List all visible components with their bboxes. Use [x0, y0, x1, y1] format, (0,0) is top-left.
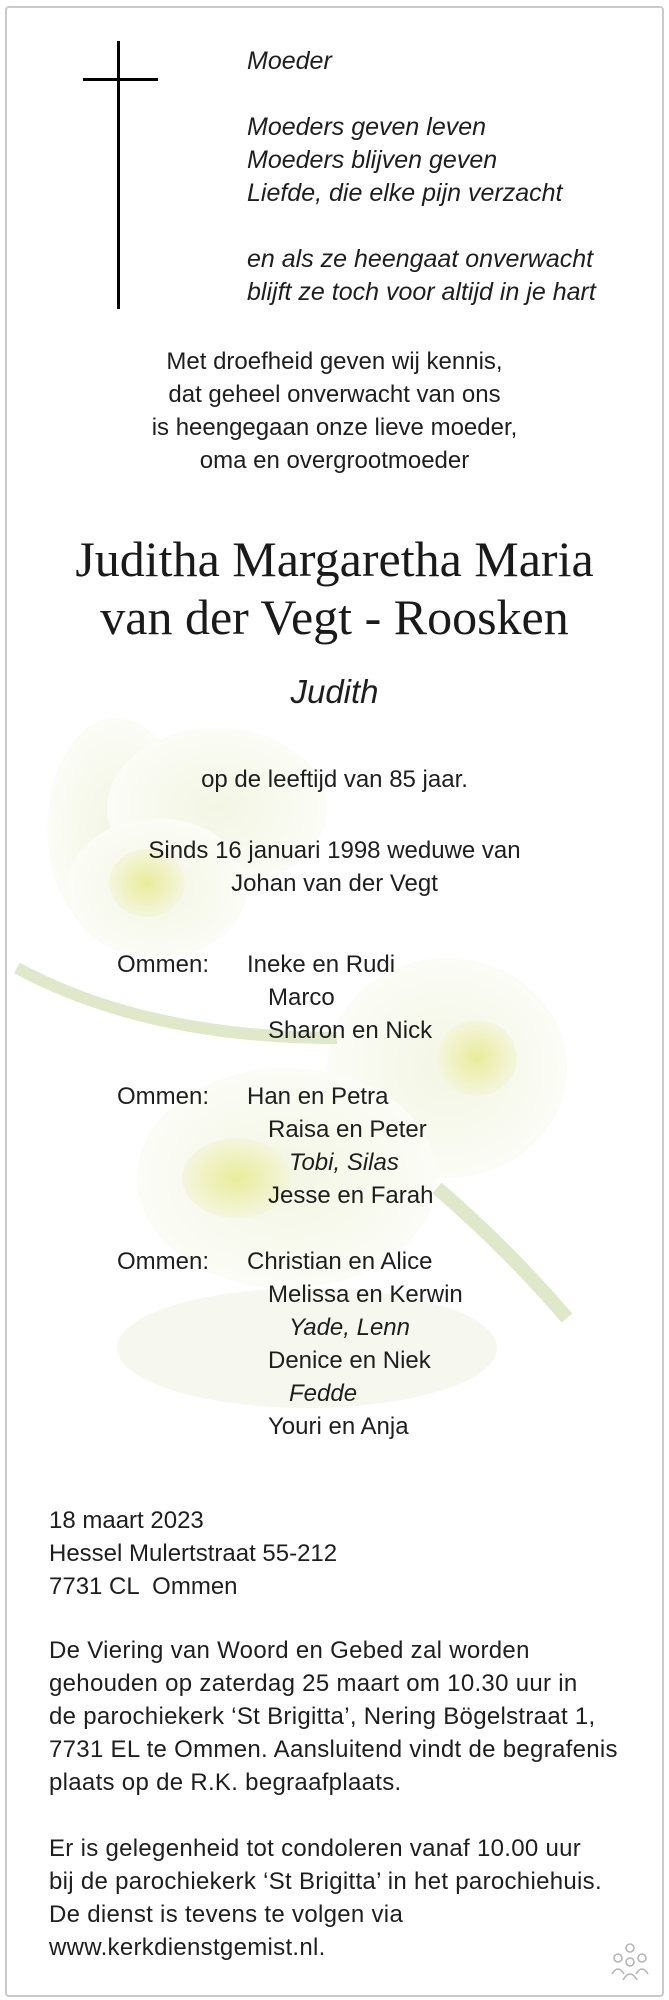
address-street: Hessel Mulertstraat 55-212 — [49, 1540, 338, 1567]
family-member: Jesse en Farah — [268, 1182, 434, 1209]
people-group-logo-icon — [608, 1940, 652, 1984]
family-member: Fedde — [289, 1380, 358, 1407]
condolence-link[interactable]: www.kerkdienstgemist.nl. — [49, 1934, 326, 1961]
intro-line: dat geheel onverwacht van ons — [168, 381, 501, 408]
family-place: Ommen: — [117, 951, 210, 978]
intro-line: Met droefheid geven wij kennis, — [166, 348, 503, 375]
family-member: Tobi, Silas — [289, 1149, 399, 1176]
poem-line: blijft ze toch voor altijd in je hart — [247, 278, 596, 306]
family-member: Marco — [268, 984, 335, 1011]
notice-date: 18 maart 2023 — [49, 1507, 204, 1534]
poem-line: en als ze heengaat onverwacht — [247, 245, 594, 273]
condolence-line: De dienst is tevens te volgen via — [49, 1901, 404, 1928]
deceased-name — [7, 530, 662, 646]
widow-line: Johan van der Vegt — [231, 870, 438, 897]
poem-gap — [247, 78, 596, 111]
intro-line: is heengegaan onze lieve moeder, — [151, 414, 518, 441]
intro-line: oma en overgrootmoeder — [199, 447, 470, 474]
address-block — [49, 1504, 337, 1603]
service-paragraph — [49, 1634, 639, 1799]
poem — [247, 45, 596, 309]
widow-line: Sinds 16 januari 1998 weduwe van — [148, 837, 521, 864]
service-line: plaats op de R.K. begraafplaats. — [49, 1769, 402, 1796]
family-member: Raisa en Peter — [268, 1116, 427, 1143]
intro-text — [7, 345, 662, 477]
family-member: Sharon en Nick — [268, 1017, 433, 1044]
family-member: Yade, Lenn — [289, 1314, 410, 1341]
widow-text — [7, 834, 662, 900]
service-line: de parochiekerk ‘St Brigitta’, Nering Bögelstraat 1, — [49, 1703, 596, 1730]
family-member: Ineke en Rudi — [247, 951, 396, 978]
condolence-line: Er is gelegenheid tot condoleren vanaf 10.00 uur — [49, 1835, 582, 1862]
poem-line: Moeders geven leven — [247, 113, 487, 141]
family-members — [247, 1080, 433, 1212]
service-line: De Viering van Woord en Gebed zal worden — [49, 1637, 530, 1664]
deceased-name-line: Juditha Margaretha Maria — [75, 531, 594, 587]
deceased-name-line: van der Vegt - Roosken — [100, 589, 569, 645]
cross-icon — [117, 41, 120, 309]
service-line: gehouden op zaterdag 25 maart om 10.30 uur in — [49, 1670, 578, 1697]
poem-gap — [247, 210, 596, 243]
cross-icon-bar — [83, 78, 158, 81]
poem-line: Moeders blijven geven — [247, 146, 498, 174]
condolence-paragraph — [49, 1832, 639, 1964]
family-members — [247, 1245, 463, 1443]
family-member: Han en Petra — [247, 1083, 389, 1110]
service-line: 7731 EL te Ommen. Aansluitend vindt de begrafenis — [49, 1736, 618, 1763]
family-members — [247, 948, 432, 1047]
family-member: Youri en Anja — [268, 1413, 409, 1440]
family-member: Christian en Alice — [247, 1248, 433, 1275]
address-city: 7731 CL Ommen — [49, 1573, 238, 1600]
condolence-line: bij de parochiekerk ‘St Brigitta’ in het parochiehuis. — [49, 1868, 602, 1895]
poem-line: Moeder — [247, 47, 332, 75]
deceased-age: op de leeftijd van 85 jaar. — [201, 766, 468, 793]
poem-line: Liefde, die elke pijn verzacht — [247, 179, 563, 207]
family-member: Melissa en Kerwin — [268, 1281, 463, 1308]
death-notice-card — [5, 6, 664, 1997]
family-member: Denice en Niek — [268, 1347, 431, 1374]
family-place: Ommen: — [117, 1248, 210, 1275]
deceased-nickname: Judith — [290, 673, 379, 710]
family-place: Ommen: — [117, 1083, 210, 1110]
